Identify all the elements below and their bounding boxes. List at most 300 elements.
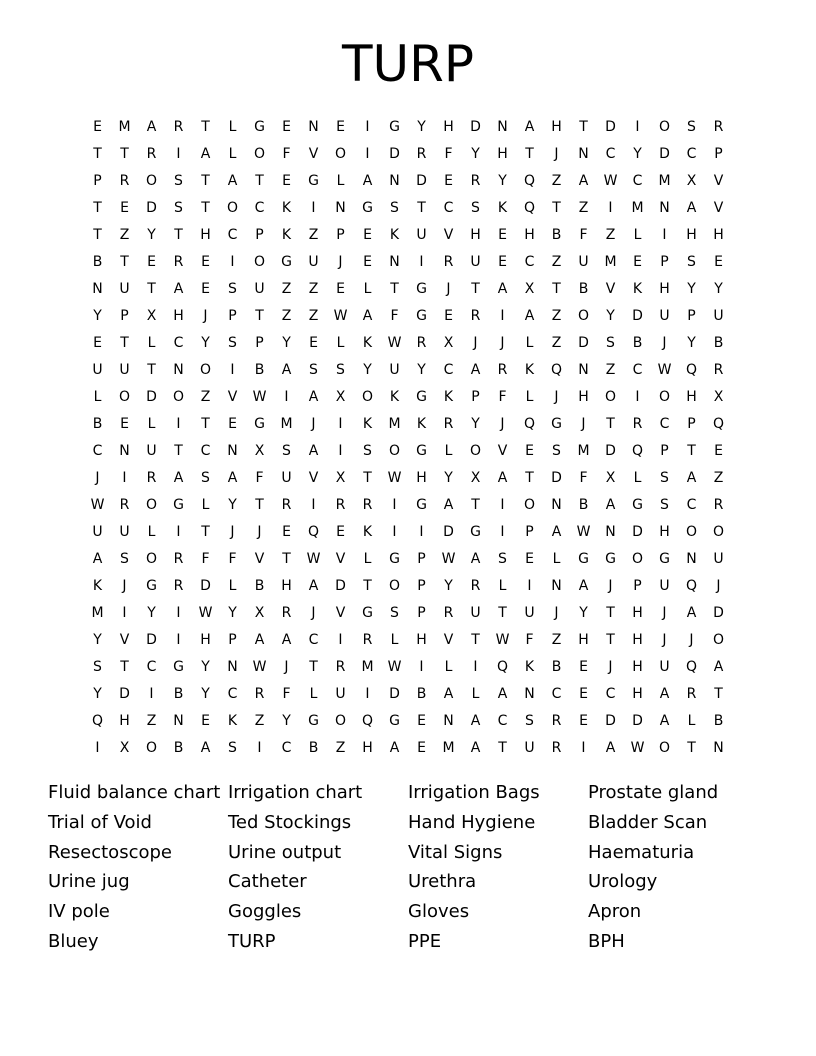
grid-letter: K — [497, 200, 508, 216]
grid-letter: V — [713, 173, 724, 189]
grid-letter: L — [498, 578, 507, 594]
grid-row — [84, 276, 732, 303]
grid-letter: Y — [606, 308, 615, 324]
grid-letter: C — [551, 686, 562, 702]
grid-letter: B — [578, 281, 589, 297]
grid-letter: K — [389, 227, 400, 243]
grid-letter: O — [253, 146, 266, 162]
grid-letter: A — [281, 632, 292, 648]
grid-letter: X — [443, 335, 454, 351]
word-list-item: Urology — [588, 871, 658, 893]
grid-letter: F — [498, 389, 507, 405]
grid-letter: R — [362, 632, 373, 648]
grid-letter: R — [335, 659, 346, 675]
grid-letter: W — [252, 659, 267, 675]
grid-letter: D — [146, 200, 157, 216]
grid-row — [84, 438, 732, 465]
grid-letter: E — [336, 524, 345, 540]
grid-letter: J — [500, 416, 505, 432]
grid-letter: I — [257, 740, 262, 756]
grid-letter: L — [309, 686, 318, 702]
grid-letter: O — [469, 443, 482, 459]
grid-letter: Q — [307, 524, 320, 540]
grid-letter: G — [389, 551, 400, 567]
grid-letter: E — [201, 713, 210, 729]
grid-letter: P — [687, 308, 696, 324]
grid-letter: J — [446, 281, 451, 297]
grid-letter: E — [579, 659, 588, 675]
grid-letter: C — [524, 254, 535, 270]
grid-letter: P — [417, 551, 426, 567]
grid-letter: E — [579, 686, 588, 702]
grid-letter: U — [119, 524, 130, 540]
grid-letter: J — [122, 578, 127, 594]
grid-letter: A — [254, 632, 265, 648]
grid-row — [84, 303, 732, 330]
grid-letter: L — [363, 551, 372, 567]
grid-letter: J — [95, 470, 100, 486]
grid-letter: Q — [685, 578, 698, 594]
grid-letter: N — [443, 713, 454, 729]
grid-letter: E — [417, 740, 426, 756]
word-list-item: TURP — [228, 930, 276, 952]
grid-row — [84, 384, 732, 411]
grid-letter: X — [335, 389, 346, 405]
grid-letter: A — [497, 281, 508, 297]
grid-letter: L — [228, 146, 237, 162]
grid-letter: P — [687, 416, 696, 432]
grid-letter: A — [92, 551, 103, 567]
grid-letter: L — [633, 470, 642, 486]
grid-letter: G — [389, 713, 400, 729]
grid-letter: E — [282, 173, 291, 189]
grid-letter: S — [93, 659, 102, 675]
grid-letter: R — [173, 254, 184, 270]
grid-letter: J — [662, 605, 667, 621]
grid-letter: R — [443, 416, 454, 432]
grid-letter: K — [389, 389, 400, 405]
grid-letter: N — [524, 686, 535, 702]
grid-letter: O — [631, 551, 644, 567]
grid-letter: K — [92, 578, 103, 594]
grid-letter: J — [230, 524, 235, 540]
grid-letter: I — [230, 362, 235, 378]
grid-letter: Y — [498, 173, 507, 189]
grid-letter: R — [470, 173, 481, 189]
grid-letter: I — [581, 740, 586, 756]
grid-letter: I — [284, 389, 289, 405]
grid-letter: L — [336, 173, 345, 189]
grid-letter: P — [471, 389, 480, 405]
grid-letter: L — [147, 416, 156, 432]
grid-letter: V — [227, 389, 238, 405]
grid-letter: L — [93, 389, 102, 405]
grid-letter: M — [442, 740, 455, 756]
grid-letter: D — [605, 713, 616, 729]
grid-letter: G — [281, 254, 292, 270]
grid-letter: Q — [685, 362, 698, 378]
grid-letter: N — [173, 713, 184, 729]
grid-letter: I — [473, 659, 478, 675]
grid-letter: C — [200, 443, 211, 459]
grid-letter: E — [201, 281, 210, 297]
grid-letter: G — [578, 551, 589, 567]
grid-letter: U — [92, 524, 103, 540]
grid-letter: E — [363, 227, 372, 243]
grid-letter: D — [632, 713, 643, 729]
grid-letter: O — [334, 713, 347, 729]
grid-letter: T — [93, 200, 102, 216]
grid-letter: O — [145, 740, 158, 756]
grid-letter: E — [579, 713, 588, 729]
grid-letter: D — [470, 119, 481, 135]
word-list-item: Ted Stockings — [228, 811, 352, 833]
grid-letter: K — [227, 713, 238, 729]
grid-letter: K — [281, 200, 292, 216]
grid-letter: I — [527, 578, 532, 594]
grid-letter: Z — [551, 335, 562, 351]
grid-letter: H — [443, 119, 454, 135]
grid-letter: G — [254, 119, 265, 135]
grid-letter: J — [311, 605, 316, 621]
grid-letter: E — [525, 443, 534, 459]
grid-letter: I — [392, 497, 397, 513]
grid-letter: G — [416, 443, 427, 459]
grid-letter: E — [714, 254, 723, 270]
grid-letter: D — [632, 524, 643, 540]
grid-letter: Q — [523, 200, 536, 216]
grid-letter: A — [146, 119, 157, 135]
grid-letter: Y — [93, 632, 102, 648]
grid-letter: Z — [281, 308, 292, 324]
grid-letter: R — [335, 497, 346, 513]
grid-letter: J — [662, 335, 667, 351]
grid-letter: I — [311, 497, 316, 513]
grid-row — [84, 357, 732, 384]
grid-letter: I — [176, 605, 181, 621]
grid-letter: V — [443, 227, 454, 243]
grid-letter: F — [444, 146, 453, 162]
grid-letter: W — [657, 362, 672, 378]
grid-letter: U — [119, 362, 130, 378]
grid-letter: F — [390, 308, 399, 324]
grid-letter: J — [554, 605, 559, 621]
grid-row — [84, 411, 732, 438]
grid-letter: P — [255, 335, 264, 351]
grid-letter: L — [444, 659, 453, 675]
grid-letter: D — [119, 686, 130, 702]
grid-letter: A — [470, 740, 481, 756]
word-list-item: Urethra — [408, 871, 477, 893]
grid-letter: V — [335, 551, 346, 567]
grid-letter: O — [712, 524, 725, 540]
grid-letter: G — [416, 389, 427, 405]
grid-letter: F — [228, 551, 237, 567]
grid-letter: S — [228, 335, 237, 351]
grid-letter: O — [253, 254, 266, 270]
grid-letter: B — [713, 713, 724, 729]
grid-letter: V — [308, 470, 319, 486]
grid-letter: P — [525, 524, 534, 540]
grid-letter: O — [658, 119, 671, 135]
grid-letter: E — [282, 119, 291, 135]
grid-letter: B — [173, 686, 184, 702]
grid-letter: T — [120, 146, 129, 162]
grid-letter: H — [578, 389, 589, 405]
grid-letter: G — [470, 524, 481, 540]
grid-letter: A — [524, 308, 535, 324]
word-list-item: Gloves — [408, 901, 470, 923]
grid-letter: A — [686, 605, 697, 621]
grid-letter: D — [713, 605, 724, 621]
grid-letter: Y — [93, 686, 102, 702]
grid-letter: O — [523, 497, 536, 513]
grid-letter: D — [416, 173, 427, 189]
grid-row — [84, 708, 732, 735]
grid-letter: I — [176, 146, 181, 162]
grid-letter: C — [605, 146, 616, 162]
grid-letter: T — [687, 443, 696, 459]
grid-letter: A — [605, 740, 616, 756]
grid-letter: Q — [685, 659, 698, 675]
grid-letter: A — [173, 470, 184, 486]
grid-letter: B — [254, 578, 265, 594]
grid-row — [84, 627, 732, 654]
grid-letter: S — [606, 335, 615, 351]
grid-letter: C — [146, 659, 157, 675]
grid-letter: T — [147, 362, 156, 378]
grid-letter: E — [525, 551, 534, 567]
grid-letter: W — [495, 632, 510, 648]
grid-letter: I — [176, 524, 181, 540]
grid-letter: P — [633, 578, 642, 594]
grid-letter: Q — [496, 659, 509, 675]
grid-letter: H — [173, 308, 184, 324]
grid-letter: C — [227, 686, 238, 702]
grid-letter: S — [525, 713, 534, 729]
grid-letter: B — [173, 740, 184, 756]
grid-letter: U — [146, 443, 157, 459]
grid-letter: Y — [363, 362, 372, 378]
grid-letter: S — [687, 119, 696, 135]
grid-letter: E — [201, 254, 210, 270]
grid-row — [84, 465, 732, 492]
grid-letter: X — [605, 470, 616, 486]
grid-letter: R — [443, 254, 454, 270]
grid-letter: C — [443, 200, 454, 216]
grid-letter: A — [200, 740, 211, 756]
page-title: TURP — [341, 35, 475, 93]
grid-letter: U — [335, 686, 346, 702]
grid-letter: G — [362, 605, 373, 621]
grid-letter: F — [282, 686, 291, 702]
grid-letter: D — [632, 308, 643, 324]
grid-letter: H — [686, 227, 697, 243]
grid-letter: T — [714, 686, 723, 702]
grid-letter: M — [658, 173, 671, 189]
grid-letter: J — [608, 659, 613, 675]
grid-letter: L — [471, 686, 480, 702]
grid-letter: Q — [361, 713, 374, 729]
grid-letter: A — [308, 578, 319, 594]
grid-letter: L — [687, 713, 696, 729]
grid-letter: O — [226, 200, 239, 216]
grid-letter: T — [606, 605, 615, 621]
grid-row — [84, 141, 732, 168]
grid-letter: J — [554, 146, 559, 162]
grid-letter: A — [578, 578, 589, 594]
grid-letter: Z — [308, 227, 319, 243]
grid-letter: E — [93, 119, 102, 135]
grid-letter: U — [713, 551, 724, 567]
grid-letter: C — [632, 173, 643, 189]
grid-letter: U — [254, 281, 265, 297]
grid-letter: I — [419, 524, 424, 540]
grid-letter: Y — [471, 416, 480, 432]
grid-letter: U — [470, 605, 481, 621]
grid-letter: K — [632, 281, 643, 297]
grid-letter: N — [551, 578, 562, 594]
grid-letter: R — [146, 470, 157, 486]
grid-letter: U — [92, 362, 103, 378]
grid-letter: A — [308, 389, 319, 405]
grid-letter: Y — [228, 497, 237, 513]
grid-letter: N — [389, 173, 400, 189]
grid-letter: J — [203, 308, 208, 324]
word-list-item: Haematuria — [588, 841, 695, 863]
grid-letter: T — [687, 740, 696, 756]
word-list-item: Goggles — [228, 901, 302, 923]
grid-letter: V — [335, 605, 346, 621]
grid-letter: E — [336, 119, 345, 135]
word-list-item: Irrigation chart — [228, 782, 363, 803]
grid-letter: L — [525, 389, 534, 405]
grid-letter: O — [145, 173, 158, 189]
grid-letter: A — [524, 119, 535, 135]
grid-letter: A — [443, 497, 454, 513]
grid-letter: Y — [282, 335, 291, 351]
grid-letter: S — [336, 362, 345, 378]
grid-letter: H — [686, 389, 697, 405]
grid-letter: N — [659, 200, 670, 216]
grid-letter: R — [362, 497, 373, 513]
grid-letter: H — [632, 686, 643, 702]
grid-letter: I — [500, 524, 505, 540]
grid-letter: R — [551, 713, 562, 729]
grid-letter: S — [174, 173, 183, 189]
grid-letter: R — [686, 686, 697, 702]
grid-letter: Z — [551, 632, 562, 648]
grid-letter: Z — [605, 362, 616, 378]
grid-letter: O — [685, 524, 698, 540]
grid-letter: A — [686, 470, 697, 486]
grid-letter: T — [417, 200, 426, 216]
grid-letter: T — [201, 173, 210, 189]
grid-letter: L — [201, 497, 210, 513]
grid-letter: T — [471, 632, 480, 648]
grid-letter: H — [632, 632, 643, 648]
grid-letter: L — [336, 335, 345, 351]
grid-letter: S — [228, 740, 237, 756]
grid-letter: D — [389, 686, 400, 702]
grid-letter: D — [443, 524, 454, 540]
grid-row — [84, 681, 732, 708]
grid-letter: T — [498, 740, 507, 756]
grid-letter: A — [470, 362, 481, 378]
grid-letter: M — [361, 659, 374, 675]
grid-letter: T — [201, 416, 210, 432]
word-list-item: BPH — [588, 930, 625, 952]
grid-row — [84, 222, 732, 249]
grid-letter: R — [497, 362, 508, 378]
grid-letter: I — [230, 254, 235, 270]
grid-letter: Z — [254, 713, 265, 729]
grid-letter: N — [173, 362, 184, 378]
grid-letter: U — [659, 308, 670, 324]
grid-letter: T — [525, 146, 534, 162]
grid-letter: M — [604, 254, 617, 270]
grid-row — [84, 519, 732, 546]
word-list-item: Prostate gland — [588, 782, 719, 803]
grid-letter: T — [606, 632, 615, 648]
grid-letter: Y — [282, 713, 291, 729]
grid-letter: E — [282, 524, 291, 540]
grid-letter: I — [149, 686, 154, 702]
grid-letter: H — [632, 605, 643, 621]
grid-letter: T — [174, 227, 183, 243]
grid-letter: P — [228, 308, 237, 324]
grid-letter: M — [388, 416, 401, 432]
grid-letter: M — [118, 119, 131, 135]
grid-letter: H — [470, 227, 481, 243]
grid-letter: T — [579, 119, 588, 135]
grid-letter: G — [389, 119, 400, 135]
grid-letter: S — [390, 200, 399, 216]
grid-letter: X — [254, 443, 265, 459]
grid-letter: H — [281, 578, 292, 594]
grid-letter: T — [390, 281, 399, 297]
grid-letter: U — [578, 254, 589, 270]
grid-letter: I — [176, 632, 181, 648]
grid-letter: Z — [605, 227, 616, 243]
grid-letter: U — [119, 281, 130, 297]
grid-letter: J — [473, 335, 478, 351]
grid-letter: M — [577, 443, 590, 459]
grid-letter: D — [659, 146, 670, 162]
grid-letter: L — [147, 524, 156, 540]
grid-letter: U — [416, 227, 427, 243]
grid-letter: T — [201, 119, 210, 135]
grid-letter: O — [118, 389, 131, 405]
grid-letter: H — [362, 740, 373, 756]
grid-letter: P — [417, 605, 426, 621]
grid-letter: E — [444, 308, 453, 324]
grid-letter: U — [308, 254, 319, 270]
grid-letter: Q — [91, 713, 104, 729]
grid-letter: B — [713, 335, 724, 351]
grid-letter: Q — [631, 443, 644, 459]
word-list-item: Urine jug — [48, 871, 130, 893]
grid-letter: I — [500, 497, 505, 513]
grid-letter: A — [389, 740, 400, 756]
grid-letter: R — [416, 146, 427, 162]
grid-letter: X — [254, 605, 265, 621]
grid-letter: T — [93, 227, 102, 243]
grid-letter: O — [199, 362, 212, 378]
grid-letter: E — [120, 416, 129, 432]
grid-letter: C — [605, 686, 616, 702]
grid-letter: C — [227, 227, 238, 243]
